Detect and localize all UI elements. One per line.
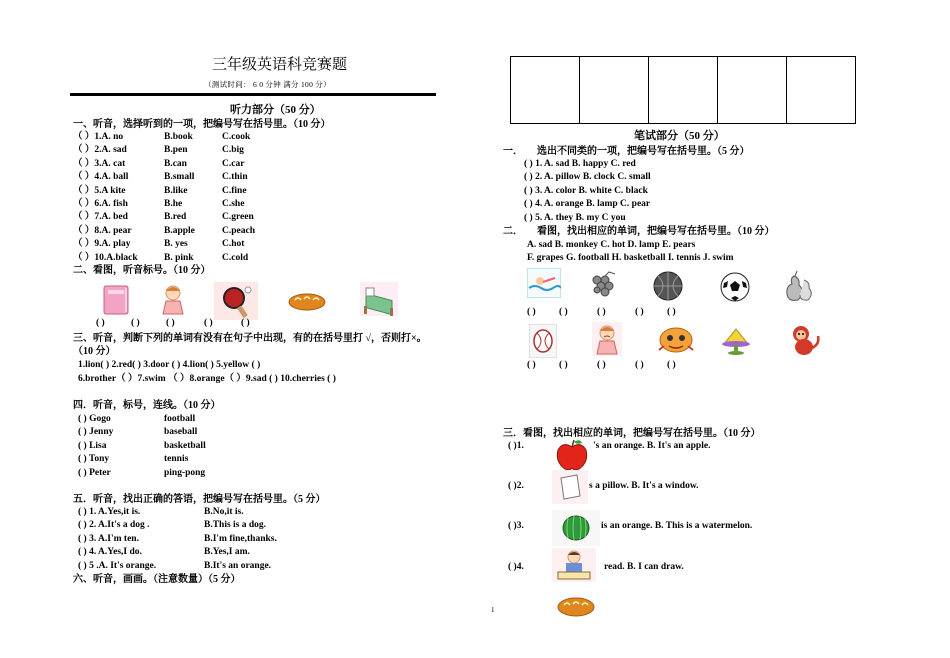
drawing-boy-icon — [552, 548, 596, 582]
r2-row1-answer-bracket[interactable]: ( ) — [597, 307, 606, 317]
r3-item-1-text: 's an orange. B. It's an apple. — [593, 441, 711, 451]
exam-subtitle: （测试时间： 6 0 分钟 满分 100 分） — [204, 80, 331, 89]
s5-item-4-option-a: ( ) 4. A.Yes,I do. — [78, 547, 142, 558]
r2-row2-answer-bracket[interactable]: ( ) — [635, 360, 644, 370]
r2-row2-answer-bracket[interactable]: ( ) — [667, 360, 676, 370]
s5-item-3-option-a: ( ) 3. A.I'm ten. — [78, 533, 139, 544]
score-cell[interactable] — [580, 57, 649, 124]
s1-item-1-option-c: C.cook — [222, 132, 251, 142]
r1-item-2: ( ) 2. A. pillow B. clock C. small — [524, 172, 651, 183]
bed-icon — [360, 282, 398, 316]
s5-item-5-option-b: B.It's an orange. — [204, 560, 272, 571]
s1-item-2-option-b: B.pen — [164, 145, 188, 156]
s1-item-7-option-c: C.green — [222, 212, 254, 223]
r3-item-3-num: ( )3. — [508, 521, 524, 531]
pears-icon — [782, 270, 816, 304]
s4-sport-4: tennis — [164, 454, 189, 465]
exam-title: 三年级英语科竞赛题 — [212, 55, 348, 73]
r2-heading: 看图，找出相应的单词，把编号写在括号里。（10 分） — [537, 226, 775, 237]
r2-row1-answer-bracket[interactable]: ( ) — [667, 307, 676, 317]
s4-sport-5: ping-pong — [164, 467, 206, 478]
s6-heading: 六、听音，画画。（注意数量）（5 分） — [73, 574, 241, 585]
s5-item-5-option-a: ( ) 5 .A. It's orange. — [78, 560, 157, 571]
s3-score: （10 分） — [73, 346, 116, 357]
r3-item-4-text: read. B. I can draw. — [604, 562, 684, 572]
s1-item-7-option-a: （ ）7.A. bed — [73, 212, 128, 223]
s5-heading: 五．听音，找出正确的答语，把编号写在括号里。（5 分） — [73, 494, 326, 505]
s1-item-1-option-a: （ ）1.A. no — [73, 132, 124, 142]
basketball-icon — [652, 270, 684, 302]
lamp-icon — [718, 326, 754, 356]
s1-item-5-option-c: C.fine — [222, 185, 247, 196]
s1-item-9-option-a: （ ）9.A. play — [73, 239, 131, 250]
ping-pong-paddle-icon — [214, 282, 258, 320]
s1-item-8-option-a: （ ）8.A. pear — [73, 225, 132, 236]
s1-item-5-option-b: B.like — [164, 185, 188, 196]
s4-name-2: ( ) Jenny — [78, 427, 114, 438]
s5-item-3-option-b: B.I'm fine,thanks. — [204, 533, 277, 544]
bread-icon — [556, 595, 596, 619]
s1-item-4-option-c: C.thin — [222, 172, 248, 183]
s4-name-3: ( ) Lisa — [78, 440, 107, 451]
s1-item-6-option-b: B.he — [164, 199, 183, 209]
s4-sport-1: football — [164, 414, 196, 424]
s5-item-1-option-b: B.No,it is. — [204, 507, 244, 517]
pillow-icon — [552, 470, 588, 504]
r1-item-1: ( ) 1. A. sad B. happy C. red — [524, 159, 636, 169]
s1-item-10-option-a: （ ）10.A.black — [73, 252, 138, 263]
score-table — [510, 56, 856, 124]
hot-face-icon — [655, 324, 697, 356]
r1-item-4: ( ) 4. A. orange B. lamp C. pear — [524, 199, 651, 210]
r3-item-3-text: is an orange. B. This is a watermelon. — [601, 521, 753, 531]
s1-item-2-option-a: （ ）2.A. sad — [73, 145, 127, 156]
s5-item-2-option-a: ( ) 2. A.It's a dog . — [78, 520, 150, 531]
s5-item-4-option-b: B.Yes,I am. — [204, 547, 250, 558]
s1-item-8-option-c: C.peach — [222, 225, 255, 236]
s1-item-6-option-c: C.she — [222, 199, 245, 209]
s1-item-8-option-b: B.apple — [164, 225, 195, 236]
r1-heading: 选出不同类的一项，把编号写在括号里。（5 分） — [537, 146, 750, 157]
r2-row1-answer-bracket[interactable]: ( ) — [527, 307, 536, 317]
s2-answer-bracket[interactable]: ( ) — [131, 318, 140, 328]
apple-icon — [555, 438, 589, 472]
r1-num: 一． — [503, 146, 523, 157]
r2-words2: F. grapes G. football H. basketball I. tennis J. swim — [527, 253, 734, 263]
r3-item-2-text: s a pillow. B. It's a window. — [589, 481, 699, 491]
r3-item-4-num: ( )4. — [508, 562, 524, 572]
r1-item-5: ( ) 5. A. they B. my C you — [524, 212, 626, 223]
s3-heading: 三、听音，判断下列的单词有没有在句子中出现，有的在括号里打 √，否则打×。 — [73, 333, 427, 344]
girl-icon — [156, 282, 190, 318]
r2-row1-answer-bracket[interactable]: ( ) — [559, 307, 568, 317]
r2-words1: A. sad B. monkey C. hot D. lamp E. pears — [527, 240, 696, 250]
r2-num: 二． — [503, 226, 523, 237]
book-icon — [100, 282, 134, 316]
listening-heading: 听力部分（50 分） — [230, 104, 321, 116]
s1-item-1-option-b: B.book — [164, 132, 193, 142]
monkey-icon — [786, 322, 822, 358]
title-divider — [70, 93, 436, 96]
s1-heading: 一、听音，选择听到的一项，把编号写在括号里。（10 分） — [73, 119, 331, 130]
sad-girl-icon — [592, 322, 622, 356]
s3-line1: 1.lion( ) 2.red( ) 3.door ( ) 4.lion( ) 5.yellow ( ) — [78, 360, 261, 370]
r2-row2-answer-bracket[interactable]: ( ) — [559, 360, 568, 370]
s4-name-5: ( ) Peter — [78, 467, 111, 478]
s1-item-2-option-c: C.big — [222, 145, 244, 156]
score-cell[interactable] — [511, 57, 580, 124]
s4-heading: 四．听音，标号，连线。（10 分） — [73, 400, 221, 411]
s1-item-10-option-b: B. pink — [164, 252, 194, 263]
r2-row2-answer-bracket[interactable]: ( ) — [597, 360, 606, 370]
page-number: 1 — [491, 606, 495, 614]
score-cell[interactable] — [649, 57, 718, 124]
s1-item-7-option-b: B.red — [164, 212, 187, 223]
s5-item-1-option-a: ( ) 1. A.Yes,it is. — [78, 507, 141, 517]
s1-item-3-option-a: （ ）3.A. cat — [73, 158, 126, 169]
r3-heading: 三．看图，找出相应的单词，把编号写在括号里。（10 分） — [503, 428, 761, 439]
watermelon-icon — [552, 510, 600, 546]
s4-name-1: ( ) Gogo — [78, 414, 111, 424]
score-cell[interactable] — [787, 57, 856, 124]
s1-item-6-option-a: （ ）6.A. fish — [73, 199, 128, 209]
r1-item-3: ( ) 3. A. color B. white C. black — [524, 185, 648, 196]
tennis-ball-icon — [529, 324, 557, 358]
r3-item-1-num: ( )1. — [508, 441, 524, 451]
grapes-icon — [587, 270, 619, 300]
s1-item-3-option-b: B.can — [164, 158, 187, 169]
s2-answer-bracket[interactable]: ( ) — [204, 318, 213, 328]
s1-item-3-option-c: C.car — [222, 158, 245, 169]
r2-row2-answer-bracket[interactable]: ( ) — [527, 360, 536, 370]
s4-name-4: ( ) Tony — [78, 454, 110, 465]
s2-heading: 二、看图，听音标号。（10 分） — [73, 265, 211, 276]
score-cell[interactable] — [718, 57, 787, 124]
s1-item-4-option-b: B.small — [164, 172, 195, 183]
s4-sport-2: baseball — [164, 427, 198, 438]
s1-item-4-option-a: （ ）4.A. ball — [73, 172, 129, 183]
s4-sport-3: basketball — [164, 440, 206, 451]
r3-item-2-num: ( )2. — [508, 481, 524, 491]
s5-item-2-option-b: B.This is a dog. — [204, 520, 267, 531]
swimming-icon — [527, 268, 561, 298]
s2-answer-bracket[interactable]: ( ) — [96, 318, 105, 328]
s1-item-9-option-c: C.hot — [222, 239, 245, 250]
bread-icon — [287, 291, 327, 313]
s3-line2: 6.brother（ ）7.swim （ ）8.orange（ ）9.sad ( ) 10.cherries ( ) — [78, 374, 336, 384]
s1-item-9-option-b: B. yes — [164, 239, 188, 250]
s1-item-10-option-c: C.cold — [222, 252, 249, 263]
s1-item-5-option-a: （ ）5.A kite — [73, 185, 126, 196]
football-icon — [719, 271, 751, 303]
written-heading: 笔试部分（50 分） — [634, 130, 725, 142]
s2-answer-bracket[interactable]: ( ) — [241, 318, 250, 328]
r2-row1-answer-bracket[interactable]: ( ) — [635, 307, 644, 317]
s2-answer-bracket[interactable]: ( ) — [166, 318, 175, 328]
